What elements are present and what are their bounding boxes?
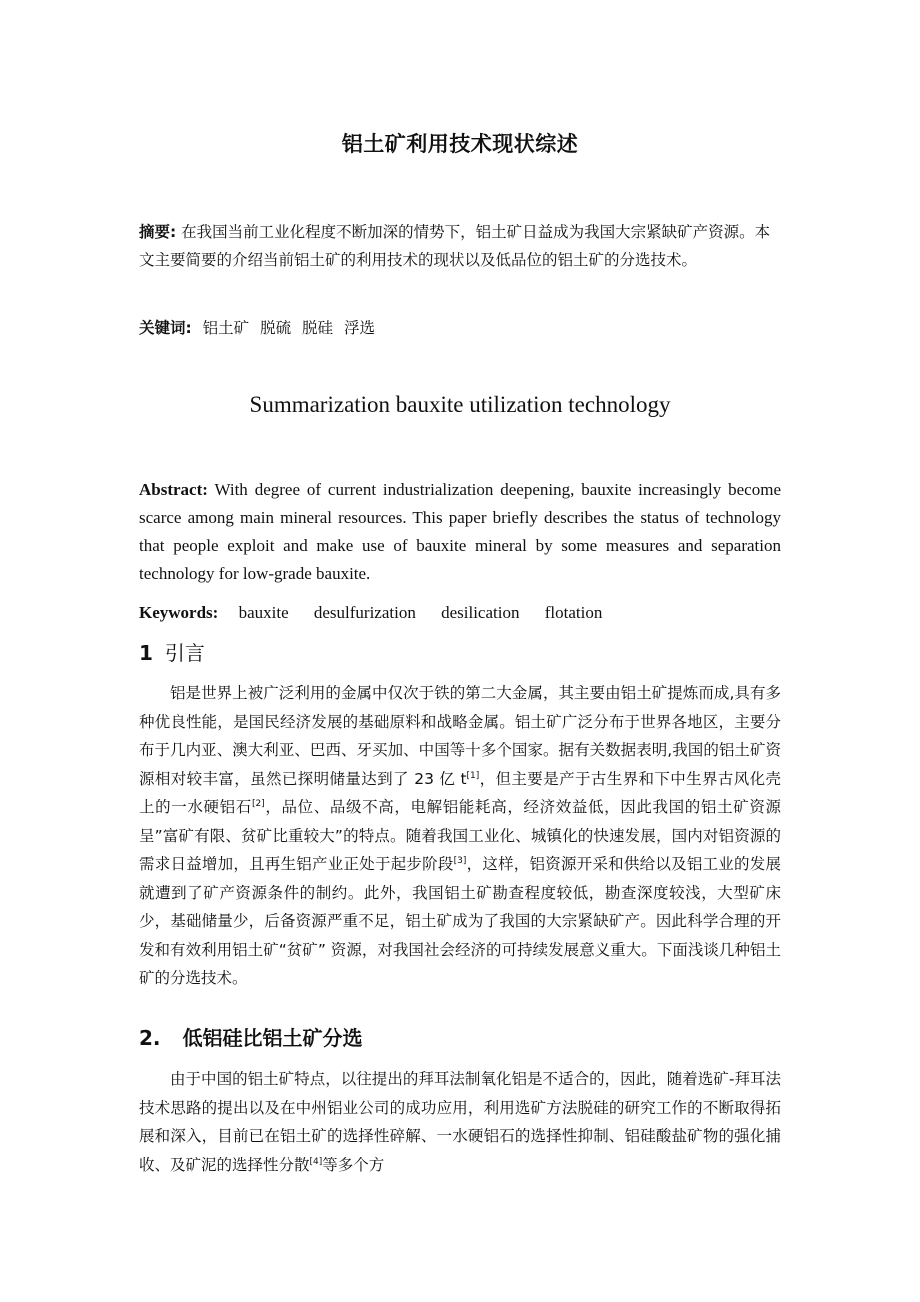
section-number: 1 [139, 641, 153, 665]
keywords-english [139, 599, 781, 627]
introduction-paragraph [139, 679, 781, 993]
paper-title-chinese: 铝土矿利用技术现状综述 [341, 132, 579, 156]
abstract-text-english: With degree of current industrialization deepening, bauxite increasingly become scarce among main mineral resources. This paper briefly describes the status of technology that people exploit and make use of bauxite mineral by some measures and separation technology for low-grade bauxite. [139, 480, 781, 583]
paragraph-text: 等多个方 [322, 1155, 385, 1174]
keywords-chinese [139, 314, 781, 342]
keyword-item: flotation [544, 603, 603, 622]
keywords-label-english: Keywords: [139, 603, 219, 622]
citation-ref: [1] [466, 770, 480, 781]
citation-ref: [3] [453, 856, 467, 866]
section-title: 引言 [164, 641, 205, 665]
keyword-item: 浮选 [344, 319, 376, 337]
keyword-item: 铝土矿 [202, 319, 250, 337]
separation-paragraph [139, 1065, 781, 1179]
paragraph-text: 由于中国的铝土矿特点，以往提出的拜耳法制氧化铝是不适合的，因此，随着选矿-拜耳法技术思路的提出以及在中州铝业公司的成功应用，利用选矿方法脱硅的研究工作的不断取得拓展和深入，目前已在铝土矿的选择性碎解、一水硬铝石的选择性抑制、铝硅酸盐矿物的强化捕收、及矿泥的选择性分散 [139, 1070, 781, 1174]
citation-ref: [4] [309, 1156, 323, 1167]
keyword-item: 脱硅 [302, 319, 334, 337]
abstract-label-english: Abstract: [139, 480, 208, 499]
paragraph-text: ，品位、品级不高，电解铝能耗高，经济效益低，因此我国的铝土矿资源呈”富矿有限、贫矿比重较大”的特点。随着我国工业化、城镇化的快速发展，国内对铝资源的需求日益增加，且再生铝产业正处于起步阶段 [139, 798, 781, 873]
keywords-label-chinese: 关键词: [139, 319, 192, 337]
keyword-item: 脱硫 [260, 319, 292, 337]
section-heading-low-grade-separation [139, 1022, 363, 1051]
section-title: 低铝硅比铝土矿分选 [182, 1026, 363, 1050]
paragraph-text: ，这样，铝资源开采和供给以及铝工业的发展就遭到了矿产资源条件的制约。此外，我国铝土矿勘查程度较低，勘查深度较浅，大型矿床少，基础储量少，后备资源严重不足，铝土矿成为了我国的大宗紧缺矿产。因此科学合理的开发和有效利用铝土矿“贫矿” 资源，对我国社会经济的可持续发展意义重大。下面浅谈几种铝土矿的分选技术。 [139, 855, 781, 987]
abstract-label-chinese: 摘要: [139, 223, 177, 241]
keyword-item: bauxite [238, 603, 289, 622]
abstract-text-chinese: 在我国当前工业化程度不断加深的情势下，铝土矿日益成为我国大宗紧缺矿产资源。本文主要简要的介绍当前铝土矿的利用技术的现状以及低品位的铝土矿的分选技术。 [139, 223, 771, 269]
citation-ref: [2] [251, 799, 265, 809]
keyword-item: desilication [441, 603, 520, 622]
section-number: 2. [139, 1026, 161, 1050]
paragraph-text: 铝是世界上被广泛利用的金属中仅次于铁的第二大金属，其主要由铝土矿提炼而成,具有多种优良性能，是国民经济发展的基础原料和战略金属。铝土矿广泛分布于世界各地区，主要分布于几内亚、澳大利亚、巴西、牙买加、中国等十多个国家。据有关数据表明,我国的铝土矿资源相对较丰富，虽然已探明储量达到了 23 亿 t [139, 684, 781, 788]
abstract-chinese [139, 218, 781, 274]
abstract-english [139, 476, 781, 588]
keyword-item: desulfurization [313, 603, 416, 622]
paper-title-english: Summarization bauxite utilization technology [249, 392, 671, 417]
section-heading-introduction [139, 637, 205, 666]
paragraph-text: ，但主要是产于古生界和下中生界古风化壳上的一水硬铝石 [139, 769, 781, 816]
